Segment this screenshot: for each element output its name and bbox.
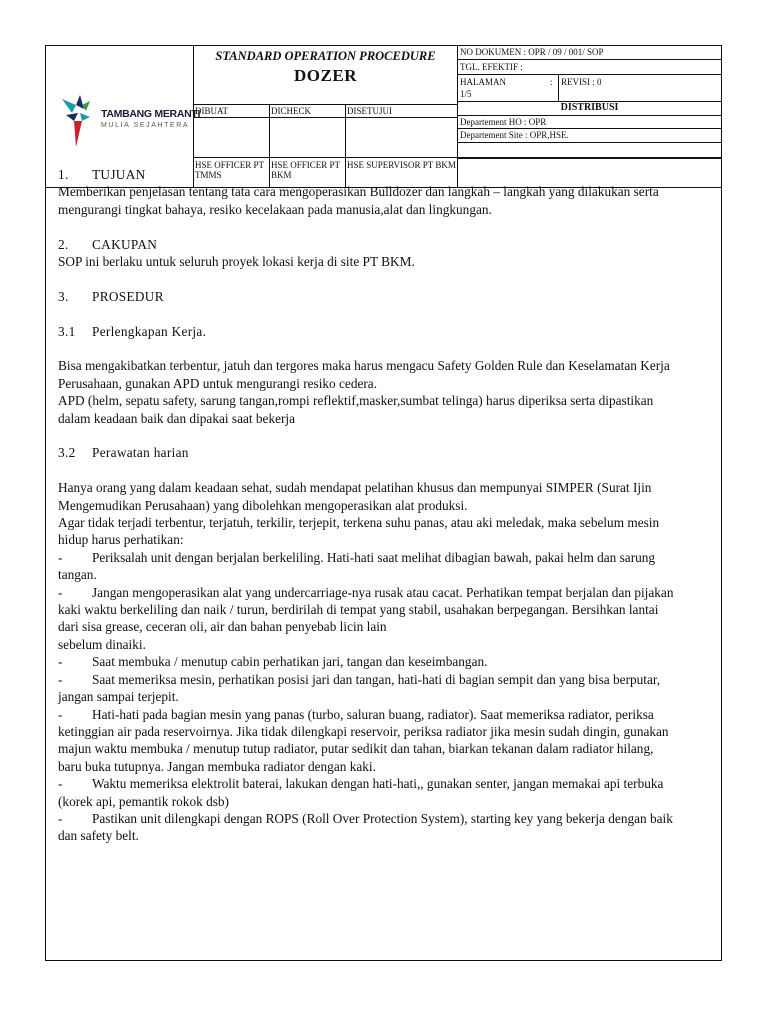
company-logo-name: TAMBANG MERANTI [101, 108, 201, 120]
list-item: - Jangan mengoperasikan alat yang undercarriage-nya rusak atau cacat. Perhatikan tempat berjalan dan pijakan kaki waktu berkeliling dan naik / turun, berdirilah di tempat yang stabil, usahakan berpegangan. Bersihkan lantai dari sisa grease, ceceran oli, air dan bahan penyebab licin lain [58, 584, 674, 635]
sign-box-disetujui [346, 118, 458, 158]
section-2-body: SOP ini berlaku untuk seluruh proyek lokasi kerja di site PT BKM. [58, 254, 415, 270]
section-3-1-paragraph-2: APD (helm, sepatu safety, sarung tangan,rompi reflektif,masker,sumbat telinga) harus diperiksa serta dipastikan dalam keadaan baik dan dipakai saat bekerja [58, 393, 654, 426]
sign-role-dibuat: HSE OFFICER PT TMMS [194, 158, 270, 187]
halaman-label: HALAMAN [460, 77, 506, 87]
halaman-colon: : [550, 77, 553, 87]
list-item: - Saat membuka / menutup cabin perhatikan jari, tangan dan keseimbangan. [58, 654, 488, 670]
section-3-2-paragraph-1: Hanya orang yang dalam keadaan sehat, sudah mendapat pelatihan khusus dan mempunyai SIMPER (Surat Ijin Mengemudikan Perusahaan) yang dibolehkan mengoperasikan alat produksi. [58, 480, 652, 513]
sop-title-cell [194, 46, 458, 104]
sign-role-disetujui: HSE SUPERVISOR PT BKM [346, 158, 458, 187]
section-3-1-heading: 3.1 Perlengkapan Kerja. [58, 323, 207, 339]
halaman-revisi-row [458, 75, 721, 102]
no-dokumen: NO DOKUMEN : OPR / 09 / 001/ SOP [458, 46, 721, 60]
sign-header-disetujui: DISETUJUI [346, 104, 458, 118]
revisi: REVISI : 0 [558, 75, 602, 101]
list-item: - Pastikan unit dilengkapi dengan ROPS (Roll Over Protection System), starting key yang bekerja dengan baik dan safety belt. [58, 810, 673, 844]
distribusi-ho: Departement HO : OPR [458, 116, 721, 129]
list-item: - Periksalah unit dengan berjalan berkeliling. Hati-hati saat melihat dibagian bawah, pakai helm dan sarung tangan. [58, 549, 656, 583]
sign-header-dicheck: DICHECK [270, 104, 346, 118]
company-logo-icon [60, 91, 96, 151]
section-3-1-paragraph-1: Bisa mengakibatkan terbentur, jatuh dan tergores maka harus mengacu Safety Golden Rule dan Keselamatan Kerja Perusahaan, gunakan APD untuk mengurangi resiko cedera. [58, 358, 670, 391]
sop-title: STANDARD OPERATION PROCEDURE [215, 49, 436, 63]
distribusi-site: Departement Site : OPR,HSE. [458, 129, 721, 143]
list-item: - Waktu memeriksa elektrolit baterai, lakukan dengan hati-hati,, gunakan senter, jangan memakai api terbuka (korek api, pemantik rokok dsb) [58, 776, 664, 809]
list-item-continuation: sebelum dinaiki. [58, 636, 146, 652]
sign-box-dibuat [194, 118, 270, 158]
sop-subject: DOZER [294, 66, 357, 85]
sign-box-dicheck [270, 118, 346, 158]
tgl-efektif: TGL. EFEKTIF : [458, 60, 721, 75]
section-3-2-heading: 3.2 Perawatan harian [58, 445, 189, 461]
company-logo-tagline: MULIA SEJAHTERA [101, 122, 190, 129]
section-3-heading: 3. PROSEDUR [58, 288, 164, 304]
section-1-heading: 1. TUJUAN [58, 167, 146, 182]
sop-body [58, 166, 678, 845]
section-1-body: Memberikan penjelasan tentang tata cara mengoperasikan Bulldozer dan langkah – langkah yang dilakukan serta mengurangi tingkat bahaya, resiko kecelakaan pada manusia,alat dan lingkungan. [58, 184, 659, 217]
halaman-value: 1/5 [460, 89, 472, 99]
list-item: - Saat memeriksa mesin, perhatikan posisi jari dan tangan, hati-hati di bagian sempit dan yang bisa berputar, jangan sampai terjepit. [58, 671, 661, 705]
section-3-2-paragraph-2: Agar tidak terjadi terbentur, terjatuh, terkilir, terjepit, terkena suhu panas, atau aki meledak, maka sebelum mesin hidup harus perhatikan: [58, 515, 660, 548]
distribusi-title: DISTRIBUSI [458, 102, 721, 116]
distribusi-empty-row [458, 143, 721, 158]
sign-role-dicheck: HSE OFFICER PT BKM [270, 158, 346, 187]
list-item: - Hati-hati pada bagian mesin yang panas (turbo, saluran buang, radiator). Saat memeriksa radiator, periksa ketinggian air pada reservoirnya. Jika tidak dilengkapi reservoir, periksa radiator jika mesin sudah dingin, gunakan majun waktu membuka / menutup tutup radiator, putar sedikit dan tahan, biarkan tekanan dalam radiator hilang, baru buka tutupnya. Jangan membuka radiator dengan kaki. [58, 706, 669, 774]
section-2-heading: 2. CAKUPAN [58, 236, 158, 252]
sign-header-dibuat: DIBUAT [194, 104, 270, 118]
